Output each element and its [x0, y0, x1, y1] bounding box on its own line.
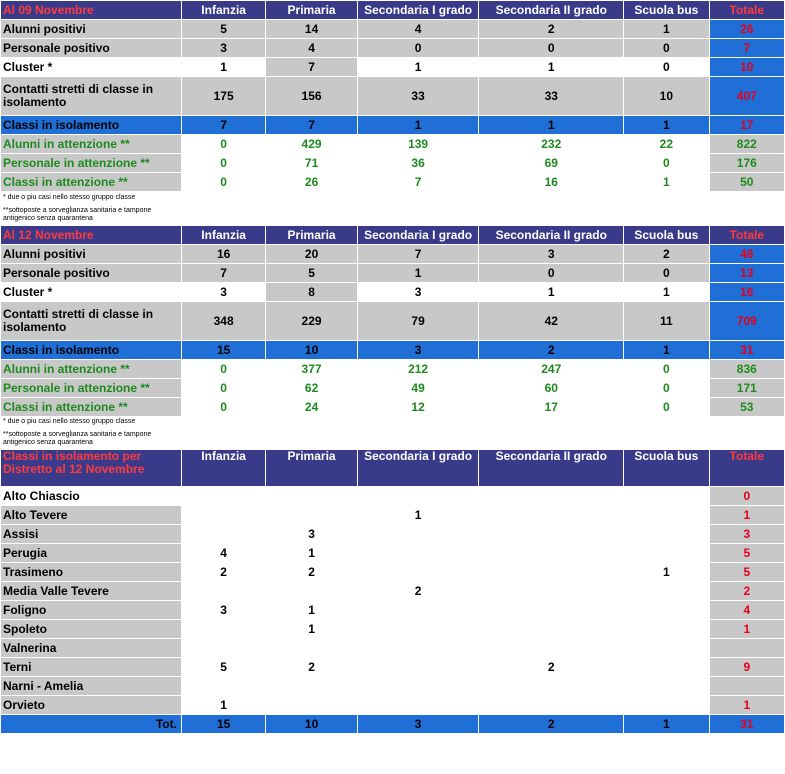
- note-row: [1, 204, 784, 225]
- district-label: Terni: [1, 658, 181, 676]
- total-cell: 5: [710, 544, 784, 562]
- row-label: Cluster *: [1, 283, 181, 301]
- cell: 2: [479, 658, 623, 676]
- total-cell: 50: [710, 173, 784, 191]
- cell: 0: [479, 264, 623, 282]
- table-row: [1, 601, 784, 619]
- total-cell: 822: [710, 135, 784, 153]
- total-cell: 31: [710, 715, 784, 733]
- cell: 10: [624, 77, 708, 115]
- cell: 12: [358, 398, 479, 416]
- table-row: [1, 39, 784, 57]
- district-label: Narni - Amelia: [1, 677, 181, 695]
- total-cell: 3: [710, 525, 784, 543]
- cell: 7: [358, 245, 479, 263]
- cell: [479, 601, 623, 619]
- district-label: Media Valle Tevere: [1, 582, 181, 600]
- table-row: [1, 620, 784, 638]
- cell: [358, 658, 479, 676]
- total-cell: 9: [710, 658, 784, 676]
- total-cell: 1: [710, 696, 784, 714]
- cell: 15: [182, 341, 265, 359]
- cell: 5: [182, 658, 265, 676]
- cell: [624, 544, 708, 562]
- cell: 0: [182, 135, 265, 153]
- table-row: [1, 154, 784, 172]
- cell: 0: [182, 154, 265, 172]
- col-totale: Totale: [710, 450, 784, 486]
- cell: [624, 506, 708, 524]
- total-cell: 176: [710, 154, 784, 172]
- cell: 2: [182, 563, 265, 581]
- cell: 2: [479, 715, 623, 733]
- cell: [182, 677, 265, 695]
- table-row: [1, 525, 784, 543]
- cell: 3: [182, 283, 265, 301]
- cell: [479, 525, 623, 543]
- total-cell: 171: [710, 379, 784, 397]
- cell: 1: [624, 341, 708, 359]
- cell: [182, 620, 265, 638]
- table-row: [1, 77, 784, 115]
- cell: 3: [479, 245, 623, 263]
- cell: 1: [266, 544, 356, 562]
- cell: 10: [266, 715, 356, 733]
- cell: 4: [182, 544, 265, 562]
- cell: 1: [624, 563, 708, 581]
- cell: 2: [479, 341, 623, 359]
- cell: 2: [624, 245, 708, 263]
- cell: 0: [624, 154, 708, 172]
- cell: 429: [266, 135, 356, 153]
- col-scuola-bus: Scuola bus: [624, 450, 708, 486]
- cell: 11: [624, 302, 708, 340]
- district-label: Trasimeno: [1, 563, 181, 581]
- cell: 62: [266, 379, 356, 397]
- table-row: [1, 506, 784, 524]
- cell: 1: [479, 58, 623, 76]
- col-primaria: Primaria: [266, 226, 356, 244]
- cell: 7: [266, 58, 356, 76]
- col-scuola-bus: Scuola bus: [624, 226, 708, 244]
- cell: [358, 601, 479, 619]
- district-label: Spoleto: [1, 620, 181, 638]
- cell: 3: [182, 39, 265, 57]
- table-row: [1, 544, 784, 562]
- cell: [266, 677, 356, 695]
- district-label: Orvieto: [1, 696, 181, 714]
- table-row: [1, 58, 784, 76]
- cell: 0: [182, 360, 265, 378]
- header-row-12-nov: [1, 226, 784, 244]
- cell: 1: [182, 696, 265, 714]
- row-label: Personale in attenzione **: [1, 154, 181, 172]
- table-row: [1, 379, 784, 397]
- cell: [624, 639, 708, 657]
- cell: 3: [266, 525, 356, 543]
- cell: 0: [624, 398, 708, 416]
- row-label: Personale positivo: [1, 264, 181, 282]
- cell: [624, 582, 708, 600]
- cell: 348: [182, 302, 265, 340]
- table-row: [1, 173, 784, 191]
- cell: 5: [182, 20, 265, 38]
- row-label: Classi in isolamento: [1, 341, 181, 359]
- total-cell: [710, 639, 784, 657]
- table-row: [1, 696, 784, 714]
- col-totale: Totale: [710, 1, 784, 19]
- total-cell: 48: [710, 245, 784, 263]
- cell: [624, 677, 708, 695]
- cell: [358, 696, 479, 714]
- total-cell: 0: [710, 487, 784, 505]
- cell: 24: [266, 398, 356, 416]
- cell: 2: [266, 563, 356, 581]
- footnote-cluster: * due o piu casi nello stesso gruppo classe: [1, 192, 181, 203]
- cell: [624, 620, 708, 638]
- total-cell: 1: [710, 506, 784, 524]
- cell: [624, 696, 708, 714]
- cell: [479, 677, 623, 695]
- cell: 5: [266, 264, 356, 282]
- cell: 1: [624, 116, 708, 134]
- cell: 26: [266, 173, 356, 191]
- cell: 2: [358, 582, 479, 600]
- row-label: Alunni in attenzione **: [1, 135, 181, 153]
- col-secondaria-ii: Secondaria II grado: [479, 450, 623, 486]
- cell: 2: [266, 658, 356, 676]
- col-infanzia: Infanzia: [182, 1, 265, 19]
- col-primaria: Primaria: [266, 450, 356, 486]
- total-cell: 26: [710, 20, 784, 38]
- note-row: [1, 428, 784, 449]
- total-cell: 17: [710, 116, 784, 134]
- total-cell: 53: [710, 398, 784, 416]
- cell: 0: [624, 58, 708, 76]
- row-label: Personale in attenzione **: [1, 379, 181, 397]
- cell: [624, 658, 708, 676]
- cell: [182, 487, 265, 505]
- row-label: Contatti stretti di classe in isolamento: [1, 302, 181, 340]
- total-cell: 7: [710, 39, 784, 57]
- table-row: [1, 116, 784, 134]
- cell: 2: [479, 20, 623, 38]
- col-infanzia: Infanzia: [182, 226, 265, 244]
- district-label: Perugia: [1, 544, 181, 562]
- cell: [358, 525, 479, 543]
- cell: 3: [358, 341, 479, 359]
- row-label: Personale positivo: [1, 39, 181, 57]
- cell: [266, 639, 356, 657]
- col-infanzia: Infanzia: [182, 450, 265, 486]
- total-cell: 13: [710, 264, 784, 282]
- note-row: [1, 192, 784, 203]
- row-label: Alunni positivi: [1, 20, 181, 38]
- cell: 16: [182, 245, 265, 263]
- cell: [358, 487, 479, 505]
- row-label: Classi in attenzione **: [1, 398, 181, 416]
- col-secondaria-i: Secondaria I grado: [358, 226, 479, 244]
- cell: [266, 506, 356, 524]
- table-row: [1, 283, 784, 301]
- cell: 71: [266, 154, 356, 172]
- cell: 20: [266, 245, 356, 263]
- cell: 22: [624, 135, 708, 153]
- note-row: [1, 417, 784, 427]
- total-cell: 407: [710, 77, 784, 115]
- cell: 1: [479, 116, 623, 134]
- table-row: [1, 20, 784, 38]
- district-label: Foligno: [1, 601, 181, 619]
- cell: 16: [479, 173, 623, 191]
- cell: [266, 582, 356, 600]
- cell: 0: [624, 39, 708, 57]
- cell: 1: [266, 620, 356, 638]
- total-cell: 709: [710, 302, 784, 340]
- table-row: [1, 398, 784, 416]
- cell: [358, 677, 479, 695]
- cell: [266, 487, 356, 505]
- cell: 10: [266, 341, 356, 359]
- cell: 1: [358, 116, 479, 134]
- col-secondaria-i: Secondaria I grado: [358, 450, 479, 486]
- col-secondaria-i: Secondaria I grado: [358, 1, 479, 19]
- cell: 33: [479, 77, 623, 115]
- cell: 229: [266, 302, 356, 340]
- col-totale: Totale: [710, 226, 784, 244]
- cell: 212: [358, 360, 479, 378]
- cell: 1: [624, 20, 708, 38]
- cell: [358, 620, 479, 638]
- total-cell: 10: [710, 58, 784, 76]
- row-label: Alunni in attenzione **: [1, 360, 181, 378]
- row-label: Contatti stretti di classe in isolamento: [1, 77, 181, 115]
- cell: 1: [479, 283, 623, 301]
- cell: [479, 620, 623, 638]
- cell: [182, 525, 265, 543]
- cell: 0: [624, 379, 708, 397]
- table-row: [1, 563, 784, 581]
- cell: [182, 506, 265, 524]
- cell: 4: [358, 20, 479, 38]
- table-row: [1, 658, 784, 676]
- cell: 33: [358, 77, 479, 115]
- cell: 1: [358, 506, 479, 524]
- table-row: [1, 487, 784, 505]
- cell: 156: [266, 77, 356, 115]
- totals-label: Tot.: [1, 715, 181, 733]
- cell: 49: [358, 379, 479, 397]
- header-row-09-nov: [1, 1, 784, 19]
- cell: [479, 639, 623, 657]
- cell: 69: [479, 154, 623, 172]
- cell: [624, 601, 708, 619]
- cell: 17: [479, 398, 623, 416]
- header-row-districts: [1, 450, 784, 486]
- cell: 7: [358, 173, 479, 191]
- cell: [479, 487, 623, 505]
- cell: 1: [624, 173, 708, 191]
- total-cell: 2: [710, 582, 784, 600]
- cell: 0: [624, 264, 708, 282]
- table-row: [1, 264, 784, 282]
- cell: 377: [266, 360, 356, 378]
- cell: 139: [358, 135, 479, 153]
- footnote-attention: **sottoposte a sorveglianza sanitaria e tampone antigenico senza quarantena: [1, 204, 181, 225]
- totals-row: [1, 715, 784, 733]
- total-cell: 16: [710, 283, 784, 301]
- cell: 1: [358, 58, 479, 76]
- cell: 0: [182, 398, 265, 416]
- row-label: Classi in isolamento: [1, 116, 181, 134]
- row-label: Alunni positivi: [1, 245, 181, 263]
- cell: [479, 506, 623, 524]
- total-cell: [710, 677, 784, 695]
- district-label: Assisi: [1, 525, 181, 543]
- cell: 60: [479, 379, 623, 397]
- cell: 232: [479, 135, 623, 153]
- footnote-attention: **sottoposte a sorveglianza sanitaria e tampone antigenico senza quarantena: [1, 428, 181, 449]
- cell: 7: [182, 264, 265, 282]
- cell: 42: [479, 302, 623, 340]
- cell: 0: [182, 173, 265, 191]
- cell: [479, 696, 623, 714]
- cell: 1: [266, 601, 356, 619]
- cell: 14: [266, 20, 356, 38]
- table-row: [1, 677, 784, 695]
- table-row: [1, 302, 784, 340]
- col-secondaria-ii: Secondaria II grado: [479, 1, 623, 19]
- district-label: Alto Tevere: [1, 506, 181, 524]
- cell: 3: [358, 715, 479, 733]
- cell: 79: [358, 302, 479, 340]
- cell: 15: [182, 715, 265, 733]
- cell: [182, 639, 265, 657]
- cell: 3: [182, 601, 265, 619]
- cell: [358, 544, 479, 562]
- cell: 0: [358, 39, 479, 57]
- district-label: Alto Chiascio: [1, 487, 181, 505]
- cell: [266, 696, 356, 714]
- cell: 36: [358, 154, 479, 172]
- cell: 3: [358, 283, 479, 301]
- cell: 8: [266, 283, 356, 301]
- footnote-cluster: * due o piu casi nello stesso gruppo classe: [1, 417, 181, 427]
- districts-title: Classi in isolamento per Distretto al 12 Novembre: [1, 450, 181, 486]
- table-row: [1, 135, 784, 153]
- cell: [358, 563, 479, 581]
- cell: 0: [479, 39, 623, 57]
- date-header: Al 12 Novembre: [1, 226, 181, 244]
- table-row: [1, 245, 784, 263]
- total-cell: 5: [710, 563, 784, 581]
- cell: 7: [182, 116, 265, 134]
- table-row: [1, 341, 784, 359]
- row-label: Cluster *: [1, 58, 181, 76]
- cell: 1: [358, 264, 479, 282]
- cell: 247: [479, 360, 623, 378]
- col-scuola-bus: Scuola bus: [624, 1, 708, 19]
- cell: [624, 525, 708, 543]
- cell: 175: [182, 77, 265, 115]
- table-row: [1, 639, 784, 657]
- total-cell: 31: [710, 341, 784, 359]
- total-cell: 4: [710, 601, 784, 619]
- cell: 0: [182, 379, 265, 397]
- col-primaria: Primaria: [266, 1, 356, 19]
- total-cell: 1: [710, 620, 784, 638]
- cell: [624, 487, 708, 505]
- table-row: [1, 582, 784, 600]
- date-header: Al 09 Novembre: [1, 1, 181, 19]
- cell: 1: [624, 283, 708, 301]
- cell: 1: [624, 715, 708, 733]
- cell: [358, 639, 479, 657]
- cell: 4: [266, 39, 356, 57]
- cell: 0: [624, 360, 708, 378]
- row-label: Classi in attenzione **: [1, 173, 181, 191]
- cell: 7: [266, 116, 356, 134]
- cell: [479, 544, 623, 562]
- total-cell: 836: [710, 360, 784, 378]
- cell: [479, 582, 623, 600]
- table-row: [1, 360, 784, 378]
- cell: 1: [182, 58, 265, 76]
- cell: [479, 563, 623, 581]
- district-label: Valnerina: [1, 639, 181, 657]
- cell: [182, 582, 265, 600]
- col-secondaria-ii: Secondaria II grado: [479, 226, 623, 244]
